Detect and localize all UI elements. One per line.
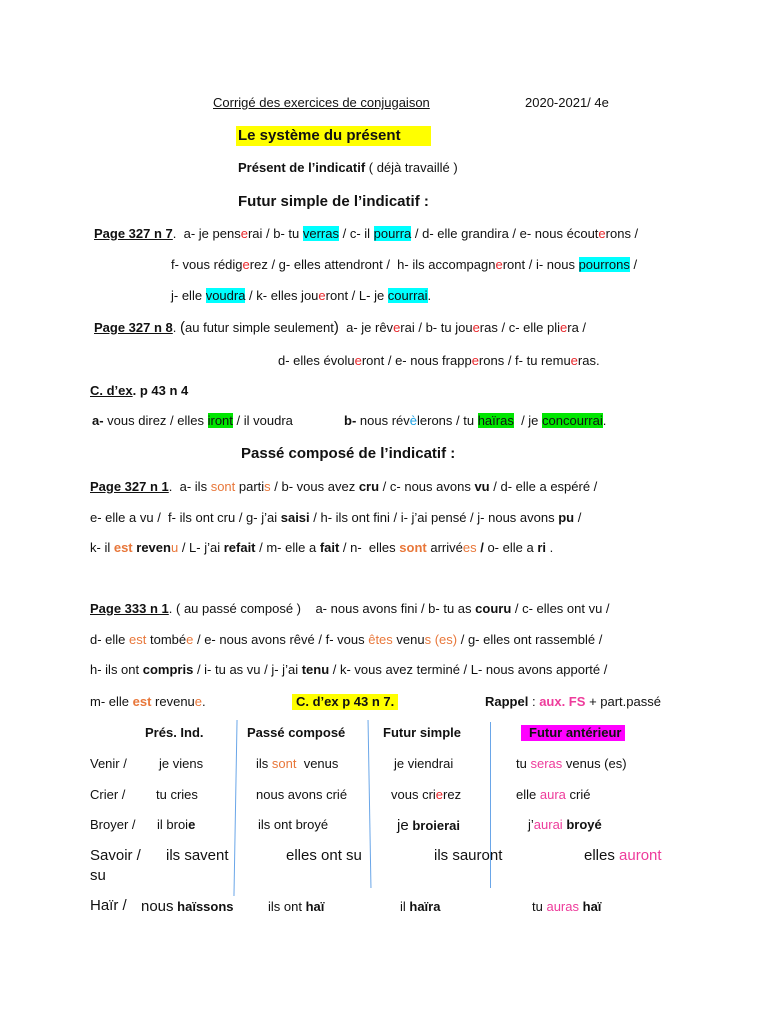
- table-cell: je viendrai: [394, 756, 454, 771]
- table-cell: ils sauront: [434, 847, 503, 864]
- table-row-label: Crier /: [90, 787, 126, 802]
- exercise-ref: Page 333 n 1: [90, 601, 169, 616]
- exercise-line: e- elle a vu / f- ils ont cru / g- j’ai saisi / h- ils ont fini / i- j’ai pensé / j- nous avons pu /: [90, 510, 582, 525]
- table-cell: il haïra: [400, 899, 441, 914]
- exercise-line: Page 327 n 7. a- je penserai / b- tu verras / c- il pourra / d- elle grandira / e- nous écouterons /: [94, 226, 639, 241]
- exercise-line: b- nous révèlerons / tu haïras / je concourrai.: [344, 413, 607, 428]
- table-header: Futur antérieur: [521, 725, 625, 741]
- column-separator: [368, 720, 372, 888]
- table-cell: il broie: [157, 817, 196, 832]
- exercise-line: a- vous direz / elles iront / il voudra: [92, 413, 293, 428]
- section-passe-compose: Passé composé de l’indicatif :: [241, 445, 456, 462]
- table-cell: elles auront: [584, 847, 662, 864]
- exercise-ref: Page 327 n 8: [94, 320, 173, 335]
- table-cell: ils ont broyé: [258, 817, 329, 832]
- present-indicatif-title: Présent de l’indicatif: [238, 160, 366, 175]
- exercise-line: d- elle est tombée / e- nous avons rêvé / f- vous êtes venus (es) / g- elles ont rassemblé /: [90, 632, 603, 647]
- exercise-ref-cdex2: C. d’ex p 43 n 7.: [292, 694, 398, 710]
- school-year: 2020-2021/ 4e: [525, 95, 609, 110]
- exercise-ref: Page 327 n 7: [94, 226, 173, 241]
- exercise-line: m- elle est revenue.: [90, 694, 206, 709]
- table-cell: elle aura crié: [516, 787, 591, 802]
- table-header: Passé composé: [247, 725, 346, 740]
- table-row-label: Savoir /: [90, 847, 141, 864]
- table-cell: ils sont venus: [256, 756, 339, 771]
- present-indicatif-note: ( déjà travaillé ): [368, 160, 458, 175]
- section-futur-simple: Futur simple de l’indicatif :: [238, 193, 429, 210]
- rappel-line: Rappel : aux. FS + part.passé: [485, 694, 661, 709]
- table-cell: j’aurai broyé: [528, 817, 602, 832]
- table-cell: elles ont su: [286, 847, 362, 864]
- exercise-line: Page 333 n 1. ( au passé composé ) a- nous avons fini / b- tu as couru / c- elles ont vu /: [90, 601, 610, 616]
- exercise-line: Page 327 n 1. a- ils sont partis / b- vous avez cru / c- nous avons vu / d- elle a espéré /: [90, 479, 598, 494]
- exercise-line: h- ils ont compris / i- tu as vu / j- j’ai tenu / k- vous avez terminé / L- nous avons apporté /: [90, 662, 608, 677]
- exercise-ref-cdex: C. d’ex. p 43 n 4: [90, 383, 189, 398]
- table-cell: tu cries: [156, 787, 198, 802]
- exercise-line: Page 327 n 8. (au futur simple seulement) a- je rêverai / b- tu joueras / c- elle pliera /: [94, 319, 587, 336]
- table-row-label: Haïr /: [90, 897, 127, 914]
- table-cell: tu seras venus (es): [516, 756, 627, 771]
- table-row-label: Venir /: [90, 756, 127, 771]
- table-cell: su: [90, 867, 106, 884]
- exercise-line: d- elles évolueront / e- nous frapperons / f- tu remueras.: [278, 353, 600, 368]
- exercise-line: j- elle voudra / k- elles joueront / L- je courrai.: [171, 288, 432, 303]
- exercise-ref: Page 327 n 1: [90, 479, 169, 494]
- table-cell: je viens: [159, 756, 204, 771]
- table-cell: tu auras haï: [532, 899, 602, 914]
- table-row-label: Broyer /: [90, 817, 136, 832]
- table-cell: nous avons crié: [256, 787, 348, 802]
- column-separator: [233, 720, 237, 896]
- document-title: Corrigé des exercices de conjugaison: [213, 95, 430, 110]
- table-cell: je broierai: [397, 817, 460, 834]
- table-cell: vous crierez: [391, 787, 462, 802]
- table-header: Prés. Ind.: [145, 725, 204, 740]
- table-cell: nous haïssons: [141, 898, 234, 915]
- table-cell: ils savent: [166, 847, 229, 864]
- table-header: Futur simple: [383, 725, 462, 740]
- table-cell: ils ont haï: [268, 899, 325, 914]
- exercise-line: k- il est revenu / L- j’ai refait / m- elle a fait / n- elles sont arrivées / o- elle a ri .: [90, 540, 554, 555]
- section-present-system: Le système du présent: [236, 126, 431, 146]
- exercise-line: f- vous rédigerez / g- elles attendront / h- ils accompagneront / i- nous pourrons /: [171, 257, 638, 272]
- present-indicatif-line: [238, 160, 458, 176]
